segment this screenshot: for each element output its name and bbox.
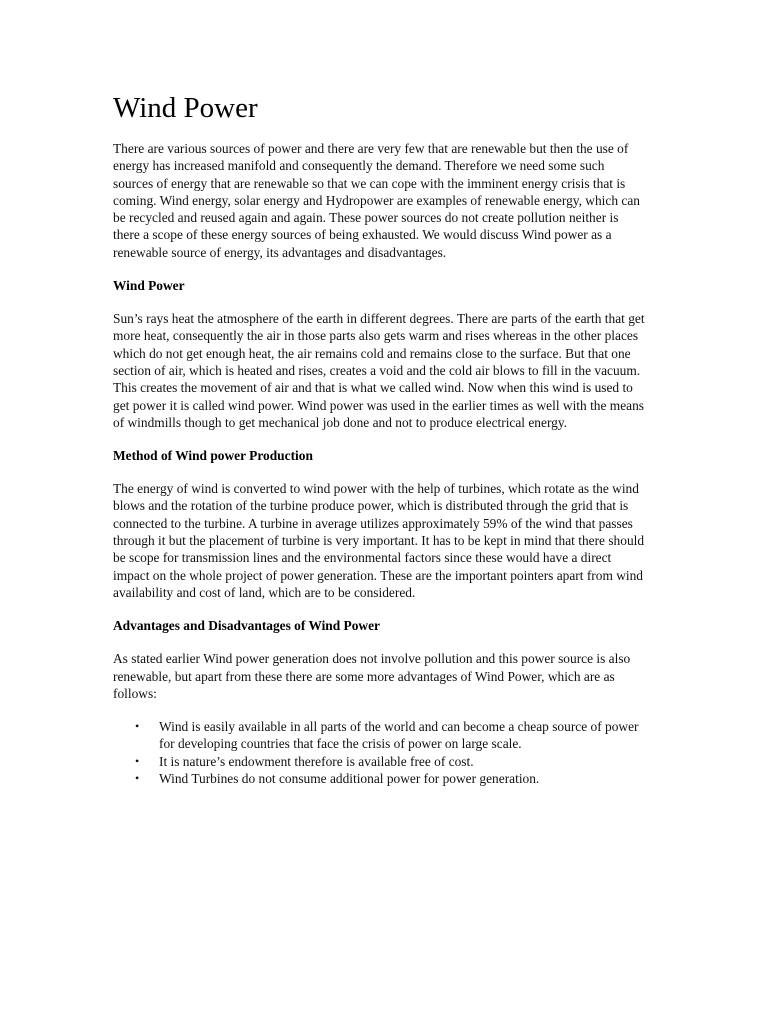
list-item-text: It is nature’s endowment therefore is available free of cost. (159, 753, 474, 769)
bullet-icon: • (135, 719, 140, 734)
bullet-icon: • (135, 753, 140, 768)
list-item (135, 770, 645, 787)
section-heading-advantages: Advantages and Disadvantages of Wind Power (113, 618, 380, 634)
document-title: Wind Power (113, 92, 258, 124)
advantages-list (113, 718, 645, 787)
section-heading-method: Method of Wind power Production (113, 448, 313, 464)
list-item-text: Wind is easily available in all parts of the world and can become a cheap source of power for developing countries that face the crisis of power on large scale. (159, 719, 639, 752)
document-page (113, 90, 645, 787)
section-body-method: The energy of wind is converted to wind power with the help of turbines, which rotate as the wind blows and the rotation of the turbine produce power, which is distributed through the grid that is connected to the turbine. A turbine in average utilizes approximately 59% of the wind that passes through it but the placement of turbine is very important. It has to be kept in mind that there should be scope for transmission lines and the environmental factors since these would have a direct impact on the whole project of power generation. These are the important pointers apart from wind availability and cost of land, which are to be considered. (113, 481, 645, 600)
list-item (135, 718, 645, 753)
list-item (135, 753, 645, 770)
bullet-icon: • (135, 771, 140, 786)
section-heading-wind-power: Wind Power (113, 278, 185, 294)
section-body-advantages: As stated earlier Wind power generation does not involve pollution and this power source is also renewable, but apart from these there are some more advantages of Wind Power, which are as follows: (113, 651, 631, 701)
intro-paragraph: There are various sources of power and there are very few that are renewable but then the use of energy has increased manifold and consequently the demand. Therefore we need some such sources of energy that are renewable so that we can cope with the imminent energy crisis that is coming. Wind energy, solar energy and Hydropower are examples of renewable energy, which can be recycled and reused again and again. These power sources do not create pollution neither is there a scope of these energy sources of being exhausted. We would discuss Wind power as a renewable source of energy, its advantages and disadvantages. (113, 141, 640, 260)
list-item-text: Wind Turbines do not consume additional power for power generation. (159, 771, 540, 787)
section-body-wind-power: Sun’s rays heat the atmosphere of the earth in different degrees. There are parts of the earth that get more heat, consequently the air in those parts also gets warm and rises whereas in the other places which do not get enough heat, the air remains cold and remains close to the surface. But that one section of air, which is heated and rises, creates a void and the cold air blows to fill in the vacuum. This creates the movement of air and that is what we called wind. Now when this wind is used to get power it is called wind power. Wind power was used in the earlier times as well with the means of windmills though to get mechanical job done and not to produce electrical energy. (113, 311, 645, 430)
